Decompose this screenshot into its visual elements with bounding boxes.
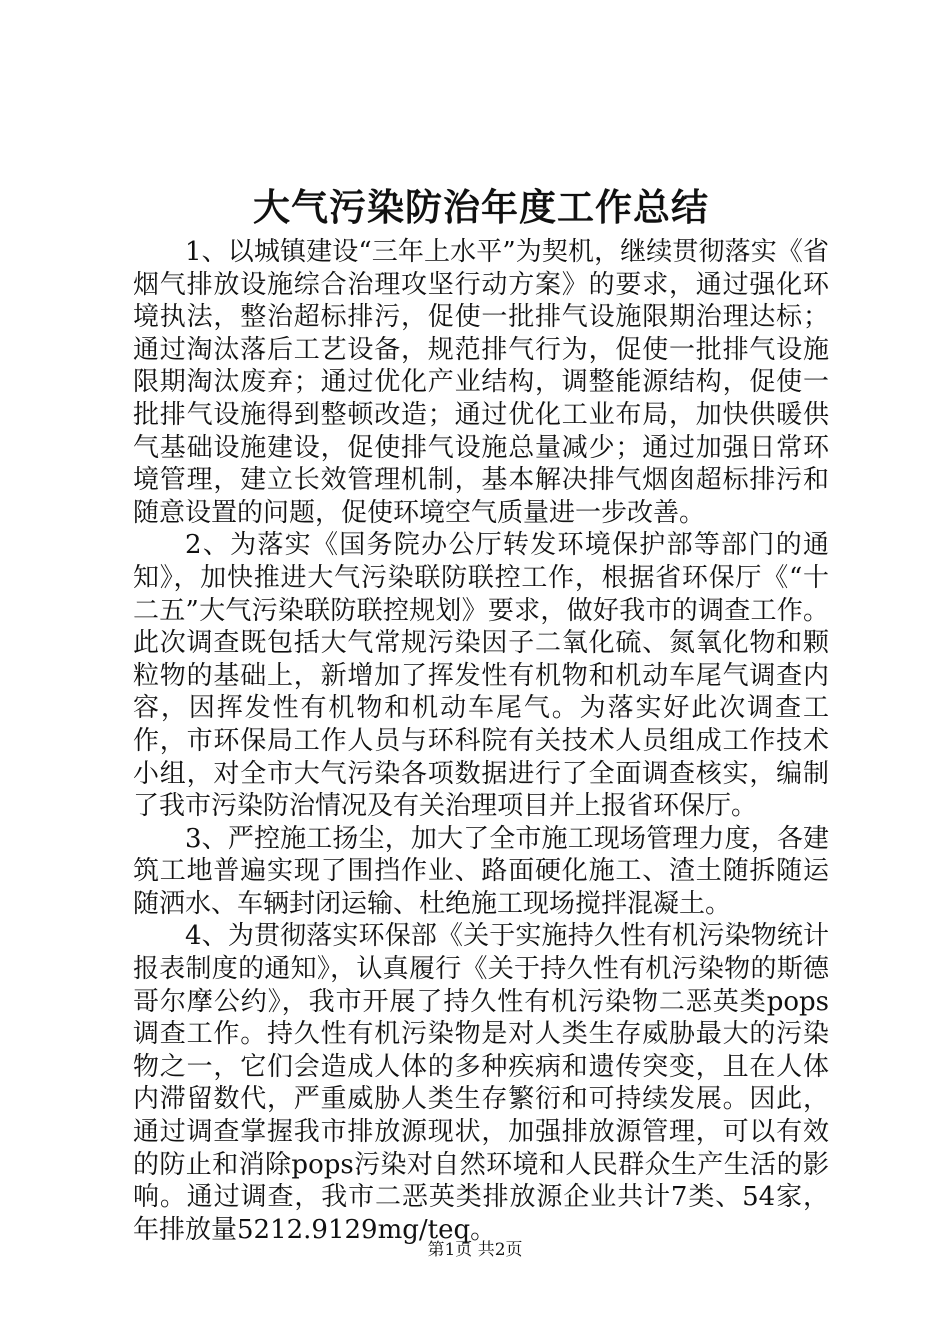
page-footer: 第1页 共2页 [427, 1240, 523, 1260]
paragraph-2: 2、为落实《国务院办公厅转发环境保护部等部门的通知》，加快推进大气污染联防联控工作，根据省环保厅《“十二五”大气污染联防联控规划》要求，做好我市的调查工作。此次调查既包括大气常规污染因子二氧化硫、氮氧化物和颗粒物的基础上，新增加了挥发性有机物和机动车尾气调查内容，因挥发性有机物和机动车尾气。为落实好此次调查工作，市环保局工作人员与环科院有关技术人员组成工作技术小组，对全市大气污染各项数据进行了全面调查核实，编制了我市污染防治情况及有关治理项目并上报省环保厅。 [133, 530, 829, 822]
paragraph-1: 1、以城镇建设“三年上水平”为契机，继续贯彻落实《省烟气排放设施综合治理攻坚行动方案》的要求，通过强化环境执法，整治超标排污，促使一批排气设施限期治理达标；通过淘汰落后工艺设备，规范排气行为，促使一批排气设施限期淘汰废弃；通过优化产业结构，调整能源结构，促使一批排气设施得到整顿改造；通过优化工业布局，加快供暖供气基础设施建设，促使排气设施总量减少；通过加强日常环境管理，建立长效管理机制，基本解决排气烟囱超标排污和随意设置的问题，促使环境空气质量进一步改善。 [133, 237, 829, 528]
paragraph-3: 3、严控施工扬尘，加大了全市施工现场管理力度，各建筑工地普遍实现了围挡作业、路面硬化施工、渣土随拆随运随洒水、车辆封闭运输、杜绝施工现场搅拌混凝土。 [133, 823, 829, 919]
document-title: 大气污染防治年度工作总结 [253, 185, 709, 229]
paragraph-4: 4、为贯彻落实环保部《关于实施持久性有机污染物统计报表制度的通知》，认真履行《关于持久性有机污染物的斯德哥尔摩公约》，我市开展了持久性有机污染物二恶英类pops调查工作。持久性有机污染物是对人类生存威胁最大的污染物之一，它们会造成人体的多种疾病和遗传突变，且在人体内滞留数代，严重威胁人类生存繁衍和可持续发展。因此，通过调查掌握我市排放源现状，加强排放源管理，可以有效的防止和消除pops污染对自然环境和人民群众生产生活的影响。通过调查，我市二恶英类排放源企业共计7类、54家，年排放量5212.9129mg/teq。 [133, 921, 829, 1245]
document-page [133, 178, 829, 1246]
